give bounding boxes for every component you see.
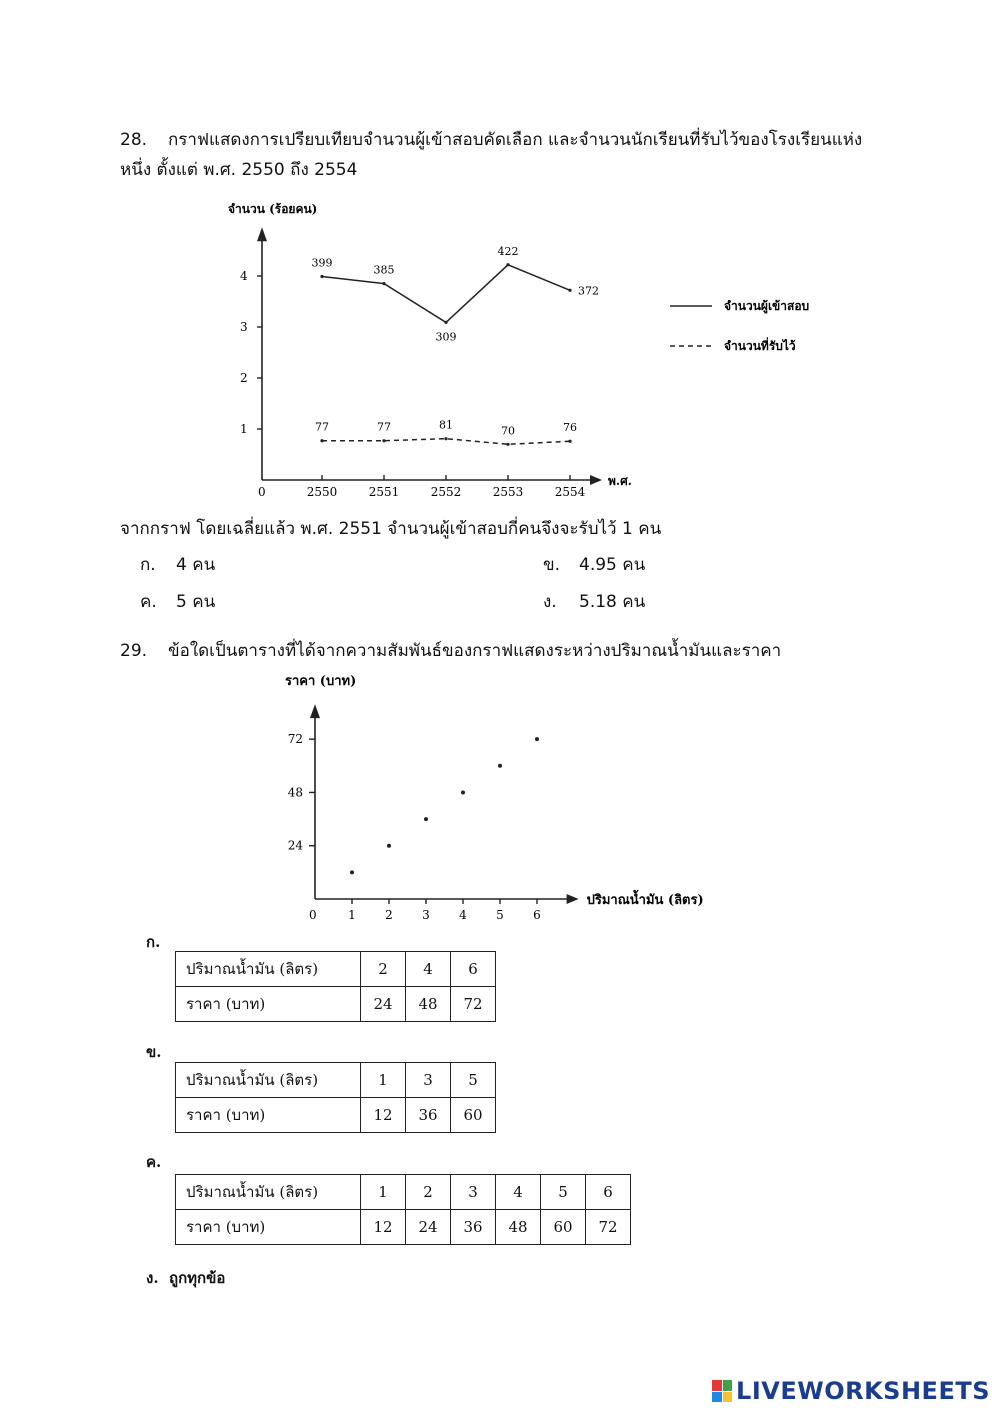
table-cell: ราคา (บาท) <box>176 1098 361 1133</box>
table-cell: ปริมาณน้ำมัน (ลิตร) <box>176 1063 361 1098</box>
data-point <box>424 817 428 821</box>
y-axis-label: ราคา (บาท) <box>285 674 357 689</box>
data-point <box>461 790 465 794</box>
table-cell: 4 <box>496 1175 541 1210</box>
data-label: 76 <box>563 421 577 435</box>
data-label: 385 <box>373 263 395 277</box>
q28-text <box>120 125 940 185</box>
data-point <box>568 440 571 443</box>
table-cell: 3 <box>451 1175 496 1210</box>
data-point <box>444 321 447 324</box>
x-tick-label: 1 <box>348 908 356 922</box>
table-cell: 72 <box>586 1210 631 1245</box>
table-cell: 60 <box>451 1098 496 1133</box>
brand-text: LIVEWORKSHEETS <box>736 1377 990 1405</box>
y-axis-label: จำนวน (ร้อยคน) <box>228 202 318 216</box>
y-tick-label: 4 <box>240 269 248 283</box>
table-cell: 6 <box>586 1175 631 1210</box>
table-cell: ปริมาณน้ำมัน (ลิตร) <box>176 952 361 987</box>
table-cell: 72 <box>451 987 496 1022</box>
table-cell: ราคา (บาท) <box>176 987 361 1022</box>
q29-option-c-table <box>175 1174 631 1245</box>
q29-option-b-table <box>175 1062 496 1133</box>
x-tick-label: 2 <box>385 908 393 922</box>
q28-question: จากกราฟ โดยเฉลี่ยแล้ว พ.ศ. 2551 จำนวนผู้เข้าสอบกี่คนจึงจะรับไว้ 1 คน <box>120 519 662 539</box>
series-line-1 <box>322 265 570 323</box>
table-cell: 12 <box>361 1210 406 1245</box>
table-row <box>176 1210 631 1245</box>
q29-option-b-label[interactable]: ข. <box>146 1043 162 1061</box>
origin-label: 0 <box>309 908 317 922</box>
table-cell: 12 <box>361 1098 406 1133</box>
x-axis-label: พ.ศ. <box>608 474 632 488</box>
y-tick-label: 48 <box>287 785 303 800</box>
x-tick-label: 4 <box>459 908 467 922</box>
x-tick-label: 2550 <box>306 485 338 499</box>
x-tick-label: 2553 <box>492 485 524 499</box>
x-tick-label: 2552 <box>430 485 462 499</box>
table-cell: 48 <box>496 1210 541 1245</box>
q29-option-c-label[interactable]: ค. <box>146 1153 162 1171</box>
liveworksheets-logo <box>712 1377 990 1405</box>
table-cell: 1 <box>361 1175 406 1210</box>
data-point <box>382 439 385 442</box>
y-tick-label: 72 <box>287 732 303 747</box>
data-point <box>506 263 509 266</box>
data-point <box>320 275 323 278</box>
x-tick-label: 2551 <box>368 485 400 499</box>
data-label: 422 <box>497 244 519 258</box>
legend-label: จำนวนผู้เข้าสอบ <box>724 299 810 313</box>
q29-option-a-table <box>175 951 496 1022</box>
y-tick-label: 1 <box>240 422 248 436</box>
data-label: 70 <box>501 424 515 438</box>
table-cell: 2 <box>361 952 406 987</box>
table-cell: 36 <box>406 1098 451 1133</box>
data-point <box>535 737 539 741</box>
x-axis-arrow <box>567 894 579 904</box>
y-tick-label: 24 <box>287 838 303 853</box>
table-cell: 5 <box>541 1175 586 1210</box>
table-cell: 2 <box>406 1175 451 1210</box>
table-cell: 1 <box>361 1063 406 1098</box>
chart-exam-applicants <box>200 195 920 505</box>
logo-icon <box>712 1380 732 1402</box>
x-axis-label: ปริมาณน้ำมัน (ลิตร) <box>586 893 704 908</box>
data-label: 372 <box>578 284 599 298</box>
table-cell: ปริมาณน้ำมัน (ลิตร) <box>176 1175 361 1210</box>
data-point <box>320 439 323 442</box>
table-row <box>176 1098 496 1133</box>
y-axis-arrow <box>257 227 267 241</box>
data-label: 399 <box>311 256 333 270</box>
table-cell: 36 <box>451 1210 496 1245</box>
q29-option-d[interactable]: ง. ถูกทุกข้อ <box>146 1269 226 1287</box>
q29-option-a-label[interactable]: ก. <box>146 933 161 951</box>
data-point <box>387 844 391 848</box>
y-tick-label: 3 <box>240 320 248 334</box>
data-point <box>568 289 571 292</box>
table-cell: 3 <box>406 1063 451 1098</box>
table-cell: 24 <box>361 987 406 1022</box>
x-tick-label: 2554 <box>554 485 586 499</box>
q28-option-c[interactable]: ค. 5 คน <box>140 592 216 612</box>
q28-option-a[interactable]: ก. 4 คน <box>140 555 216 575</box>
q28-option-b[interactable]: ข. 4.95 คน <box>543 555 646 575</box>
data-point <box>498 764 502 768</box>
q28-line1: 28. กราฟแสดงการเปรียบเทียบจำนวนผู้เข้าสอบคัดเลือก และจำนวนนักเรียนที่รับไว้ของโรงเรียนแห่ง <box>120 125 940 155</box>
data-point <box>350 870 354 874</box>
q28-line2: หนึ่ง ตั้งแต่ พ.ศ. 2550 ถึง 2554 <box>120 160 358 180</box>
y-tick-label: 2 <box>240 371 248 385</box>
table-cell: 4 <box>406 952 451 987</box>
table-cell: 24 <box>406 1210 451 1245</box>
data-label: 81 <box>439 418 453 432</box>
data-point <box>382 282 385 285</box>
table-row <box>176 952 496 987</box>
x-axis-arrow <box>590 475 602 485</box>
table-cell: 6 <box>451 952 496 987</box>
x-tick-label: 5 <box>496 908 504 922</box>
table-cell: 48 <box>406 987 451 1022</box>
legend-label: จำนวนที่รับไว้ <box>724 339 796 353</box>
x-tick-label: 3 <box>422 908 430 922</box>
data-point <box>506 443 509 446</box>
table-row <box>176 1063 496 1098</box>
x-tick-label: 6 <box>533 908 541 922</box>
q29-text: 29. ข้อใดเป็นตารางที่ได้จากความสัมพันธ์ของกราฟแสดงระหว่างปริมาณน้ำมันและราคา <box>120 636 940 666</box>
q29-number: 29. <box>120 641 148 661</box>
table-cell: 60 <box>541 1210 586 1245</box>
data-label: 77 <box>377 420 391 434</box>
q28-number: 28. <box>120 130 148 150</box>
origin-label: 0 <box>258 485 266 499</box>
data-point <box>444 437 447 440</box>
table-cell: ราคา (บาท) <box>176 1210 361 1245</box>
q28-option-d[interactable]: ง. 5.18 คน <box>543 592 646 612</box>
data-label: 309 <box>435 330 457 344</box>
chart-oil-price <box>270 665 730 925</box>
table-cell: 5 <box>451 1063 496 1098</box>
table-row <box>176 1175 631 1210</box>
y-axis-arrow <box>310 704 320 718</box>
table-row <box>176 987 496 1022</box>
data-label: 77 <box>315 420 329 434</box>
